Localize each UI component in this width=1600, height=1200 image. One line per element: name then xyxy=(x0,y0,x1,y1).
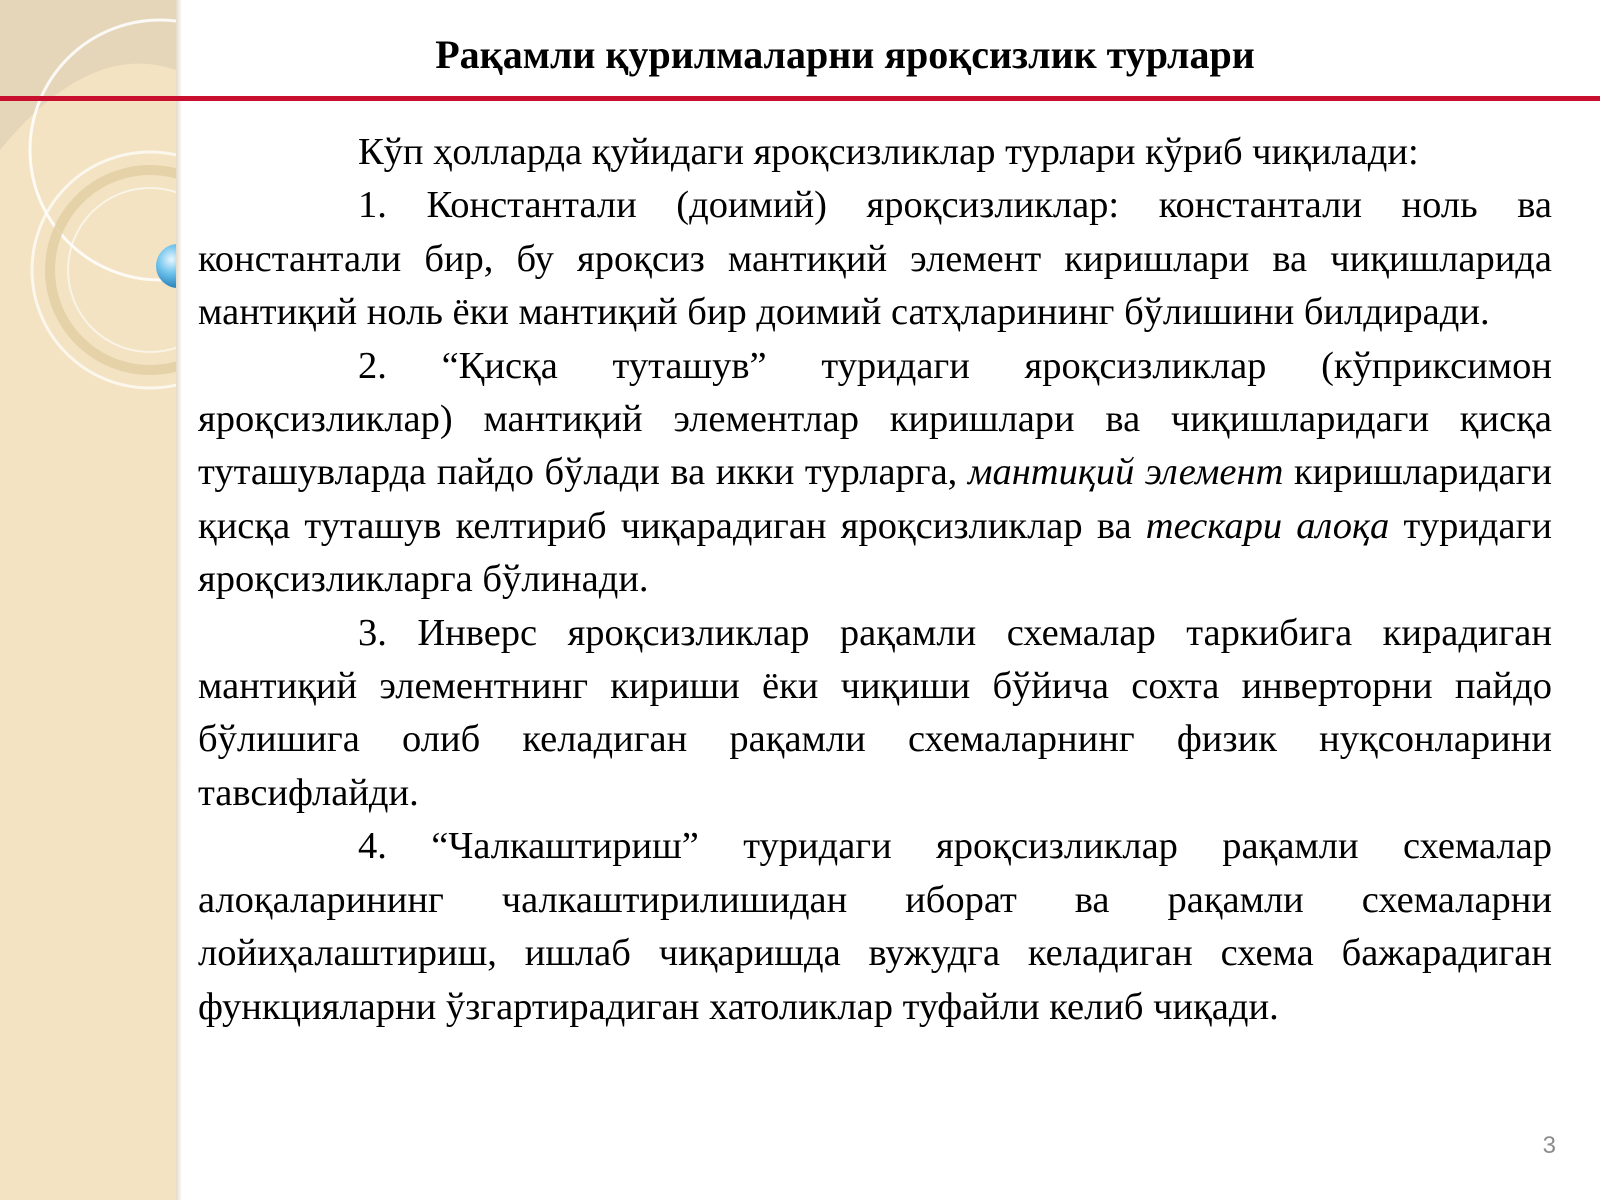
list-item-4: 4. “Чалкаштириш” туридаги яроқсизликлар рақамли схемалар алоқаларининг чалкаштирилишидан иборат ва рақамли схемаларни лойиҳалаштириш, ишлаб чиқаришда вужудга келадиган схема бажарадиган функцияларни ўзгартирадиган хатоликлар туфайли келиб чиқади. xyxy=(198,825,1552,1028)
page-number: 3 xyxy=(1542,1132,1556,1159)
slide-title: Рақамли қурилмаларни яроқсизлик турлари xyxy=(435,32,1255,77)
list-item-2-part-3: туридаги яроқсизликларга бўлинади. xyxy=(198,504,1552,601)
list-item-2-italic-2: тескари алоқа xyxy=(1145,504,1390,547)
title-divider xyxy=(0,96,1600,101)
slide-body xyxy=(198,126,1552,1034)
list-item-2-part-1: 2. “Қисқа туташув” туридаги яроқсизликлар (кўприксимон яроқсизликлар) мантиқий элементлар киришлари ва чиқишларидаги қисқа туташувларда пайдо бўлади ва икки турларга, xyxy=(198,344,1552,494)
decorative-rings-graphic xyxy=(0,0,176,1200)
decorative-side-panel xyxy=(0,0,176,1200)
intro-paragraph: Кўп ҳолларда қуйидаги яроқсизликлар турлари кўриб чиқилади: xyxy=(358,131,1419,173)
panel-shadow-edge xyxy=(176,0,182,1200)
list-item-3: 3. Инверс яроқсизликлар рақамли схемалар таркибига кирадиган мантиқий элементнинг кириши ёки чиқиши бўйича сохта инверторни пайдо бўлишига олиб келадиган рақамли схемаларнинг физик нуқсонларини тавсифлайди. xyxy=(198,611,1552,814)
list-item-1: 1. Константали (доимий) яроқсизликлар: константали ноль ва константали бир, бу яроқсиз мантиқий элемент киришлари ва чиқишларида мантиқий ноль ёки мантиқий бир доимий сатҳларининг бўлишини билдиради. xyxy=(198,184,1552,334)
list-item-2-italic-1: мантиқий элемент xyxy=(967,451,1284,494)
list-item-2 xyxy=(198,340,1552,607)
list-item-2-part-2: киришларидаги қисқа туташув келтириб чиқарадиган яроқсизликлар ва xyxy=(198,451,1552,547)
